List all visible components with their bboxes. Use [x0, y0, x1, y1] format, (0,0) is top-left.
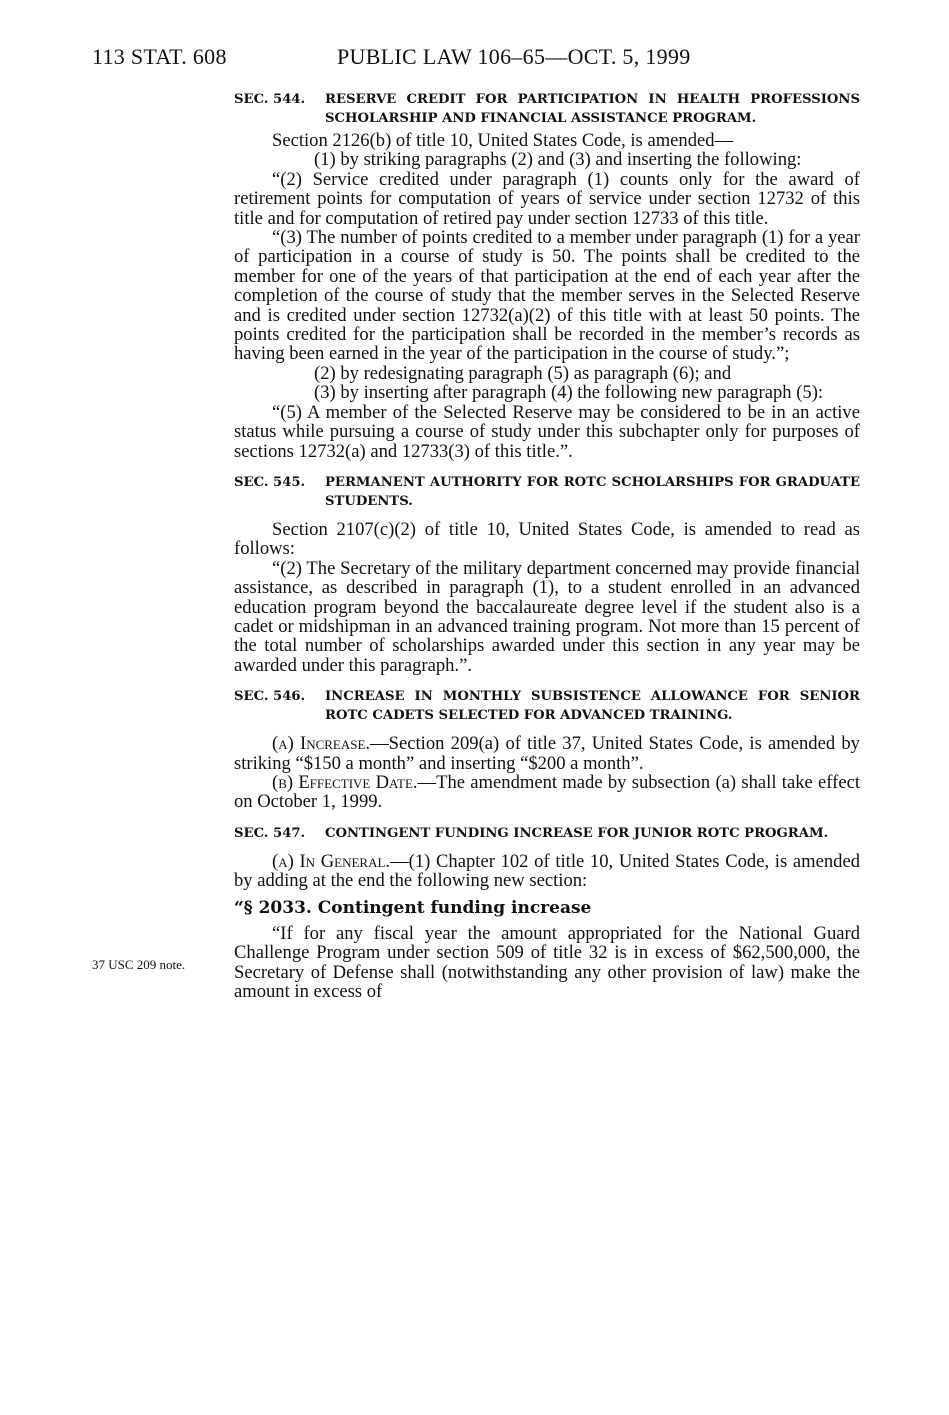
paragraph: Section 2126(b) of title 10, United States Code, is amended— — [272, 130, 734, 151]
section-number: SEC. 546. — [234, 689, 306, 705]
section-heading-546 — [234, 687, 860, 725]
subsection-text: —Section 209(a) of title 37, United States Code, is amended by striking “$150 a month” and inserting “$200 a month”. — [234, 733, 860, 774]
section-title: INCREASE IN MONTHLY SUBSISTENCE ALLOWANCE FOR SENIOR ROTC CADETS SELECTED FOR ADVANCED TRAINING. — [325, 689, 860, 724]
section-heading-544 — [234, 90, 860, 128]
quoted-paragraph: “(2) Service credited under paragraph (1) counts only for the award of retirement points for computation of years of service under section 12732 of this title and for computation of retired pay under section 12733 of this title. — [234, 168, 860, 229]
paragraph: Section 2107(c)(2) of title 10, United States Code, is amended to read as follows: — [234, 518, 860, 560]
document-body — [234, 90, 860, 1002]
quoted-paragraph: “(5) A member of the Selected Reserve may be considered to be in an active status while pursuing a course of study under this subchapter only for purposes of sections 12732(a) and 12733(3) of this title.”. — [234, 401, 860, 462]
quoted-paragraph: “(2) The Secretary of the military department concerned may provide financial assistance, as described in paragraph (1), to a student enrolled in an advanced education program beyond the baccalaureate degree level if the student also is a cadet or midshipman in an advanced training program. Not more than 15 percent of the total number of scholarships awarded under this section in any year may be awarded under this paragraph.”. — [234, 557, 860, 676]
margin-note: 37 USC 209 note. — [92, 957, 186, 972]
subsection-a — [234, 734, 860, 773]
subsection-label: (b) Effective Date. — [272, 771, 418, 793]
section-heading-547 — [234, 824, 860, 843]
subsection-b — [234, 773, 860, 812]
section-title: PERMANENT AUTHORITY FOR ROTC SCHOLARSHIPS FOR GRADUATE STUDENTS. — [325, 474, 860, 509]
page-header — [92, 44, 862, 74]
subsection-label: (a) Increase. — [272, 733, 371, 755]
section-number: SEC. 547. — [234, 825, 306, 841]
paragraph: (2) by redesignating paragraph (5) as paragraph (6); and — [314, 362, 732, 384]
paragraph: (3) by inserting after paragraph (4) the following new paragraph (5): — [314, 382, 824, 404]
subsection-a — [234, 852, 860, 891]
public-law-title: PUBLIC LAW 106–65—OCT. 5, 1999 — [337, 44, 691, 69]
subsection-label: (a) In General. — [272, 850, 391, 872]
statute-page-number: 113 STAT. 608 — [92, 44, 227, 69]
section-heading-545 — [234, 473, 860, 511]
quoted-paragraph: “If for any fiscal year the amount appropriated for the National Guard Challenge Program under section 509 of title 32 is in excess of $62,500,000, the Secretary of Defense shall (notwithstanding any other provision of law) make the amount in excess of — [234, 923, 860, 1003]
subsection-text: —The amendment made by subsection (a) shall take effect on October 1, 1999. — [234, 771, 860, 813]
section-title: RESERVE CREDIT FOR PARTICIPATION IN HEALTH PROFESSIONS SCHOLARSHIP AND FINANCIAL ASSISTANCE PROGRAM. — [325, 92, 860, 126]
subsection-text: —(1) Chapter 102 of title 10, United States Code, is amended by adding at the end the following new section: — [234, 850, 861, 892]
paragraph: (1) by striking paragraphs (2) and (3) and inserting the following: — [314, 149, 802, 171]
section-number: SEC. 545. — [234, 474, 306, 490]
quoted-paragraph: “(3) The number of points credited to a member under paragraph (1) for a year of participation in a course of study is 50. The points shall be credited to the member for one of the years of that participation at the end of each year after the completion of the course of study that the member serves in the Selected Reserve and is credited under section 12732(a)(2) of this title with at least 50 points. The points credited for the participation shall be recorded in the member’s records as having been earned in the year of the participation in the course of study.”; — [234, 227, 860, 365]
section-number: SEC. 544. — [234, 92, 306, 107]
new-section-heading: “§ 2033. Contingent funding increase — [234, 897, 592, 918]
section-title: CONTINGENT FUNDING INCREASE FOR JUNIOR ROTC PROGRAM. — [325, 825, 829, 841]
